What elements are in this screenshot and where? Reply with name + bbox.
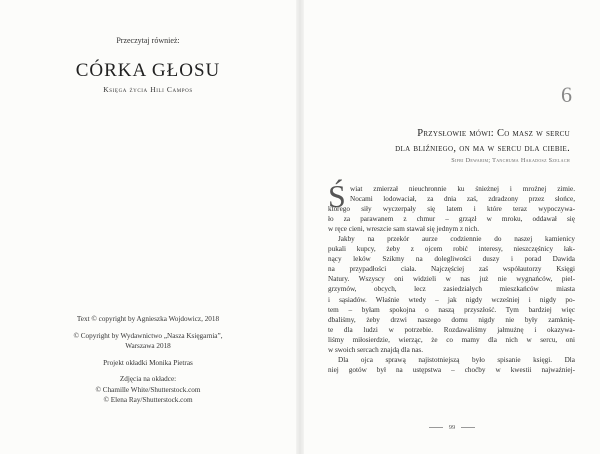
copyright-credits	[0, 314, 296, 412]
book-title: CÓRKA GŁOSU	[75, 60, 221, 81]
see-also-label: Przeczytaj również:	[116, 36, 180, 45]
epigraph	[320, 126, 570, 156]
body-line: którego siły wyczerpały się latem i które teraz wypoczywa-	[328, 205, 575, 214]
body-line: i sąsiadów. Właśnie wtedy – jak nigdy wcześniej i nigdy po-	[328, 295, 575, 304]
body-line: te dla ludzi w potrzebie. Rozdawaliśmy jałmużnę i okazywa-	[328, 325, 575, 334]
body-line: na przypadłości ciała. Najczęściej zaś współautorzy Księgi	[328, 265, 575, 274]
right-page	[304, 0, 600, 454]
body-line: w ręce cieni, wreszcie sam stawał się jednym z nich.	[328, 225, 480, 234]
footer-rule-left	[429, 427, 443, 428]
body-line: pukali kupcy, żeby z ojcem robić interesy, nieszczęśnicy łak-	[328, 245, 575, 254]
body-line: w swoich sercach znajdą dla nas.	[328, 345, 423, 354]
page-number: 99	[448, 424, 456, 431]
credit-cover-photos: Zdjęcia na okładce: © Chamille White/Shutterstock.com © Elena Ray/Shutterstock.com	[95, 375, 201, 404]
epigraph-line: dla bliźniego, on ma w sercu dla ciebie.	[395, 143, 570, 154]
chapter-number: 6	[561, 82, 572, 107]
chapter-body-text	[328, 184, 575, 375]
footer-rule-right	[461, 427, 475, 428]
page-footer	[304, 424, 600, 431]
body-line: niej gotów był na ustępstwa – choćby w kwestii najważniej-	[328, 365, 575, 374]
body-line: ło za parawanem z chmur – grzązł w mroku, oddawał się	[328, 215, 575, 224]
body-line: Natury. Wszyscy oni widzieli w nas już nie wygnańców, piel-	[328, 275, 575, 284]
body-line: Nocami lodowaciał, za dnia zaś, zdradzony przez słońce,	[350, 195, 575, 204]
book-gutter	[296, 0, 304, 454]
body-line: Jakby na przekór aurze codziennie do naszej kamienicy	[338, 235, 575, 244]
credit-publisher-copyright: © Copyright by Wydawnictwo „Nasza Księgarnia”, Warszawa 2018	[73, 331, 223, 350]
body-line: wiat zmierzał nieuchronnie ku śnieżnej i mroźnej zimie.	[350, 185, 575, 193]
body-line: dbaliśmy, żeby drzwi naszego domu nigdy nie były zamknię-	[328, 315, 575, 324]
body-line: nący leków Szikmy na dolegliwości duszy i porad Dawida	[328, 255, 575, 264]
body-line: Dla ojca sprawą najistotniejszą było spisanie księgi. Dla	[338, 355, 575, 364]
credit-cover-design: Projekt okładki Monika Pietras	[103, 358, 193, 367]
book-subtitle: Księga życia Hili Campos	[103, 85, 193, 94]
drop-cap: Ś	[328, 178, 346, 214]
epigraph-line: Przysłowie mówi: Co masz w sercu	[417, 128, 570, 139]
body-line: liśmy miłosierdzie, wierząc, że co mamy dla nich w sercu, oni	[328, 335, 575, 344]
body-line: tem – byłam spokojna o naszą przyszłość. Tym bardziej więc	[328, 305, 575, 314]
epigraph-source: Sifri Dewarim; Tanchuma Hakadosz Szelach	[451, 157, 570, 164]
left-page	[0, 0, 296, 454]
credit-text-copyright: Text © copyright by Agnieszka Wojdowicz, 2018	[76, 315, 220, 323]
body-line: grzymów, obcych, lecz zasiedziałych mieszkańców miasta	[328, 285, 575, 294]
